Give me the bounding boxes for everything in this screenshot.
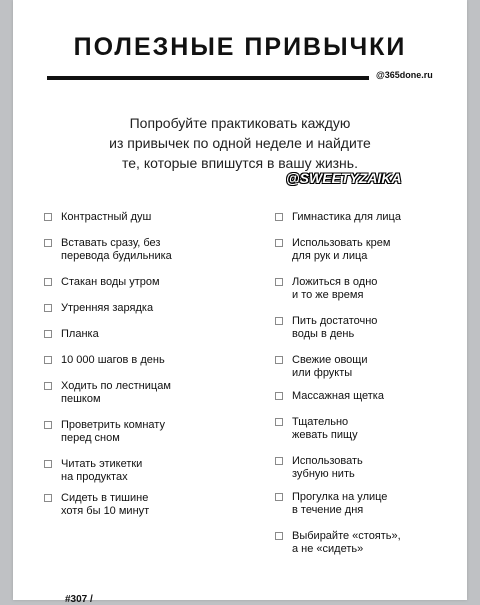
habit-label-line: Планка (61, 328, 99, 340)
habit-label-line: Выбирайте «стоять», (292, 530, 401, 542)
habit-label (292, 315, 377, 341)
habit-label-line: Массажная щетка (292, 390, 384, 402)
checkbox-icon[interactable] (275, 356, 283, 364)
habit-label-line: или фрукты (292, 367, 353, 379)
intro-text (53, 113, 427, 173)
habit-label (292, 276, 377, 302)
checkbox-icon[interactable] (44, 356, 52, 364)
habit-label-line: 10 000 шагов в день (61, 354, 165, 366)
habit-label-line: Стакан воды утром (61, 276, 160, 288)
checkbox-icon[interactable] (44, 382, 52, 390)
watermark: @SWEETYZAIKA (286, 170, 402, 186)
habit-label (292, 530, 401, 556)
title-underline (47, 76, 369, 80)
habit-label-line: зубную нить (292, 468, 355, 480)
checkbox-icon[interactable] (44, 460, 52, 468)
checkbox-icon[interactable] (275, 493, 283, 501)
habit-label-line: Вставать сразу, без (61, 237, 161, 249)
habit-label-line: Ложиться в одно (292, 276, 378, 288)
habit-label-line: Сидеть в тишине (61, 492, 149, 504)
intro-line: те, которые впишутся в вашу жизнь. (122, 155, 358, 171)
habit-label-line: на продуктах (61, 471, 128, 483)
habit-label (61, 380, 171, 406)
habit-label-line: для рук и лица (292, 250, 368, 262)
checkbox-icon[interactable] (44, 494, 52, 502)
habit-label-line: Пить достаточно (292, 315, 378, 327)
habit-label-line: хотя бы 10 минут (61, 505, 150, 517)
habit-label (292, 455, 363, 481)
habit-label-line: перед сном (61, 432, 120, 444)
habit-label (61, 419, 165, 445)
habit-label (292, 211, 401, 224)
habit-label-line: Использовать (292, 455, 363, 467)
checkbox-icon[interactable] (44, 239, 52, 247)
habit-label-line: пешком (61, 393, 101, 405)
checkbox-icon[interactable] (44, 304, 52, 312)
checkbox-icon[interactable] (44, 421, 52, 429)
habit-label-line: а не «сидеть» (292, 543, 364, 555)
habit-label-line: Тщательно (292, 416, 349, 428)
checkbox-icon[interactable] (44, 278, 52, 286)
habit-label (61, 328, 99, 341)
checkbox-icon[interactable] (275, 278, 283, 286)
checkbox-icon[interactable] (275, 239, 283, 247)
habit-label (292, 354, 368, 380)
habit-label-line: Прогулка на улице (292, 491, 388, 503)
habit-label (61, 354, 165, 367)
habit-label-line: Утренняя зарядка (61, 302, 154, 314)
source-credit: @365done.ru (376, 70, 433, 80)
habit-label-line: и то же время (292, 289, 364, 301)
habit-label-line: в течение дня (292, 504, 364, 516)
habit-label (61, 492, 149, 518)
habit-label-line: перевода будильника (61, 250, 172, 262)
page-title: ПОЛЕЗНЫЕ ПРИВЫЧКИ (73, 33, 407, 61)
intro-line: из привычек по одной неделе и найдите (109, 135, 371, 151)
checkbox-icon[interactable] (275, 317, 283, 325)
checkbox-icon[interactable] (275, 457, 283, 465)
habit-label-line: Контрастный душ (61, 211, 152, 223)
checkbox-icon[interactable] (275, 392, 283, 400)
habit-label-line: жевать пищу (292, 429, 358, 441)
habit-label-line: Гимнастика для лица (292, 211, 401, 223)
habit-label (61, 302, 153, 315)
habit-sheet (13, 0, 467, 605)
checkbox-icon[interactable] (275, 532, 283, 540)
checkbox-icon[interactable] (275, 418, 283, 426)
habit-label (292, 237, 390, 263)
habit-label (292, 416, 358, 442)
page-number-cut: #307 / (65, 594, 93, 605)
habit-label (292, 390, 384, 403)
intro-line: Попробуйте практиковать каждую (129, 115, 351, 131)
habit-label-line: Свежие овощи (292, 354, 368, 366)
habit-label (292, 491, 387, 517)
checkbox-icon[interactable] (44, 213, 52, 221)
checkbox-icon[interactable] (275, 213, 283, 221)
habit-label-line: Проветрить комнату (61, 419, 165, 431)
habit-label-line: воды в день (292, 328, 355, 340)
habit-label (61, 276, 160, 289)
habit-label (61, 211, 151, 224)
habit-label (61, 458, 142, 484)
checkbox-icon[interactable] (44, 330, 52, 338)
habit-label (61, 237, 172, 263)
habit-label-line: Ходить по лестницам (61, 380, 171, 392)
habit-label-line: Использовать крем (292, 237, 391, 249)
habit-label-line: Читать этикетки (61, 458, 143, 470)
